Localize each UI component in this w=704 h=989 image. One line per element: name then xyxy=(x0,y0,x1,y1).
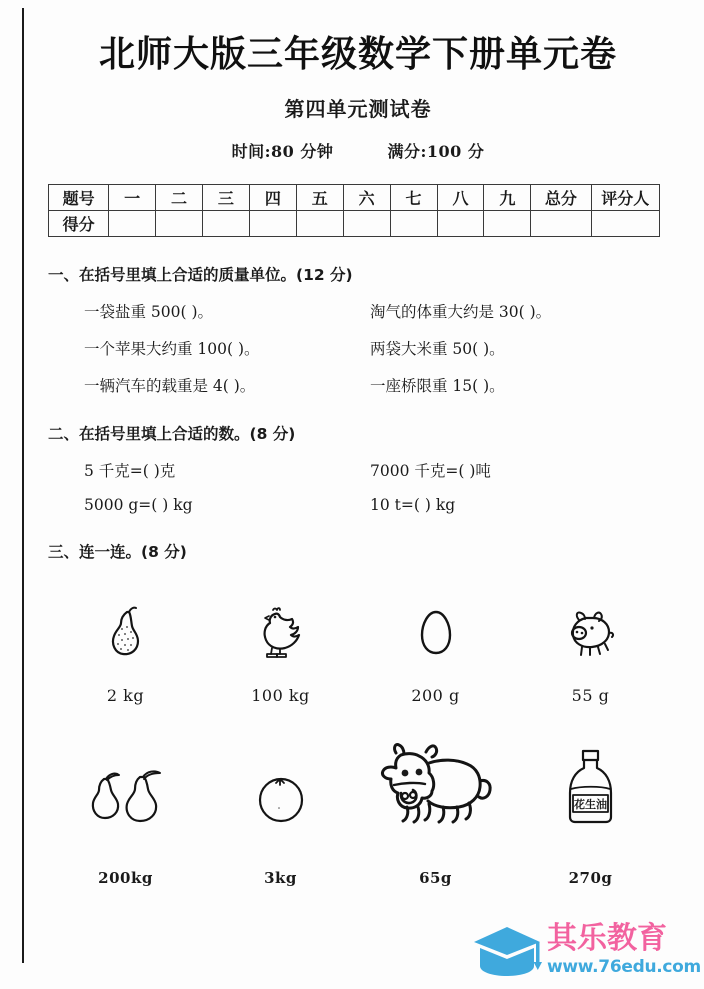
score-table-col-1: 二 xyxy=(156,185,203,211)
score-table-col-8: 九 xyxy=(484,185,531,211)
question-cell xyxy=(370,337,668,359)
question-text-1-3[interactable]: 一个苹果大约重 100( )。 xyxy=(84,340,260,359)
score-table-col-5: 六 xyxy=(343,185,390,211)
score-table-col-10: 评分人 xyxy=(591,185,660,211)
weight-label-1-2[interactable]: 100 kg xyxy=(251,686,310,706)
question-text-1-1[interactable]: 一袋盐重 500( )。 xyxy=(84,303,214,322)
two-pears-icon[interactable] xyxy=(78,761,174,827)
question-cell xyxy=(48,459,370,481)
score-table-col-3: 四 xyxy=(249,185,296,211)
score-table-col-7: 八 xyxy=(437,185,484,211)
section-heading-3: 三、连一连。(8 分) xyxy=(48,543,187,562)
question-cell xyxy=(48,374,370,396)
score-table-row-label-0: 题号 xyxy=(49,185,109,211)
score-table-col-6: 七 xyxy=(390,185,437,211)
question-text-1-6[interactable]: 一座桥限重 15( )。 xyxy=(370,377,505,396)
page-content xyxy=(48,0,668,887)
score-cell-4[interactable] xyxy=(296,211,343,237)
picture-slot[interactable] xyxy=(358,737,513,827)
graduation-cap-icon xyxy=(472,923,542,979)
full-score-label: 满分:100 分 xyxy=(387,142,485,162)
score-cell-8[interactable] xyxy=(484,211,531,237)
watermark-brand: 其乐教育 xyxy=(547,921,667,957)
cow-icon[interactable] xyxy=(371,737,501,827)
orange-icon[interactable] xyxy=(254,767,308,827)
question-text-1-5[interactable]: 一辆汽车的载重是 4( )。 xyxy=(84,377,256,396)
question-cell xyxy=(370,459,668,481)
question-cell xyxy=(370,300,668,322)
question-cell xyxy=(48,337,370,359)
score-table-col-9: 总分 xyxy=(531,185,591,211)
picture-slot[interactable] xyxy=(513,602,668,660)
matching-exercise xyxy=(48,574,668,887)
page-subtitle: 第四单元测试卷 xyxy=(284,97,432,122)
score-table-col-4: 五 xyxy=(296,185,343,211)
picture-slot[interactable] xyxy=(48,761,203,827)
page-title: 北师大版三年级数学下册单元卷 xyxy=(98,33,617,75)
question-row xyxy=(48,374,668,396)
bottle-label-text: 花生油 xyxy=(573,798,607,812)
score-cell-10[interactable] xyxy=(591,211,660,237)
score-cell-5[interactable] xyxy=(343,211,390,237)
weight-label-1-4[interactable]: 55 g xyxy=(571,686,610,706)
question-text-2-1[interactable]: 5 千克=( )克 xyxy=(84,462,176,481)
question-text-1-2[interactable]: 淘气的体重大约是 30( )。 xyxy=(370,303,552,322)
score-cell-0[interactable] xyxy=(109,211,156,237)
weight-label-1-3[interactable]: 200 g xyxy=(411,686,460,706)
score-cell-6[interactable] xyxy=(390,211,437,237)
score-table-col-0: 一 xyxy=(109,185,156,211)
question-row xyxy=(48,300,668,322)
question-text-1-4[interactable]: 两袋大米重 50( )。 xyxy=(370,340,505,359)
score-table xyxy=(48,184,660,237)
site-watermark[interactable] xyxy=(472,918,701,984)
weight-label-2-3[interactable]: 65g xyxy=(419,869,452,888)
question-row xyxy=(48,337,668,359)
exam-meta xyxy=(48,139,668,162)
question-row xyxy=(48,459,668,481)
time-limit-label: 时间:80 分钟 xyxy=(231,142,334,162)
weight-label-2-1[interactable]: 200kg xyxy=(98,869,153,888)
question-cell xyxy=(370,496,668,514)
egg-icon[interactable] xyxy=(415,604,457,660)
chicken-icon[interactable] xyxy=(255,602,307,660)
label-row-1 xyxy=(48,686,668,705)
score-cell-3[interactable] xyxy=(249,211,296,237)
section-heading-2: 二、在括号里填上合适的数。(8 分) xyxy=(48,425,296,444)
weight-label-1-1[interactable]: 2 kg xyxy=(106,686,145,706)
picture-slot[interactable] xyxy=(203,767,358,827)
picture-row-2 xyxy=(48,731,668,827)
pear-icon[interactable] xyxy=(103,602,149,660)
watermark-text xyxy=(547,921,701,978)
score-cell-2[interactable] xyxy=(202,211,249,237)
score-table-row-label-1: 得分 xyxy=(49,211,109,237)
picture-slot[interactable] xyxy=(203,602,358,660)
oil-bottle-icon[interactable] xyxy=(561,747,621,827)
table-row-scores xyxy=(49,211,660,237)
question-row xyxy=(48,496,668,514)
question-text-2-3[interactable]: 5000 g=( ) kg xyxy=(84,496,193,515)
score-cell-7[interactable] xyxy=(437,211,484,237)
score-cell-9[interactable] xyxy=(531,211,591,237)
score-table-col-2: 三 xyxy=(202,185,249,211)
page-binding-edge xyxy=(22,8,24,963)
section-heading-1: 一、在括号里填上合适的质量单位。(12 分) xyxy=(48,266,353,285)
question-cell xyxy=(48,496,370,514)
question-cell xyxy=(48,300,370,322)
picture-slot[interactable] xyxy=(358,604,513,660)
weight-label-2-2[interactable]: 3kg xyxy=(264,869,297,888)
picture-row-1 xyxy=(48,574,668,660)
pig-icon[interactable] xyxy=(562,602,620,660)
question-text-2-2[interactable]: 7000 千克=( )吨 xyxy=(370,462,491,481)
table-row-header xyxy=(49,185,660,211)
watermark-url[interactable]: www.76edu.com xyxy=(547,957,701,978)
question-text-2-4[interactable]: 10 t=( ) kg xyxy=(370,496,456,515)
picture-slot[interactable] xyxy=(513,747,668,827)
question-cell xyxy=(370,374,668,396)
score-cell-1[interactable] xyxy=(156,211,203,237)
picture-slot[interactable] xyxy=(48,602,203,660)
weight-label-2-4[interactable]: 270g xyxy=(568,869,613,888)
label-row-2 xyxy=(48,869,668,887)
